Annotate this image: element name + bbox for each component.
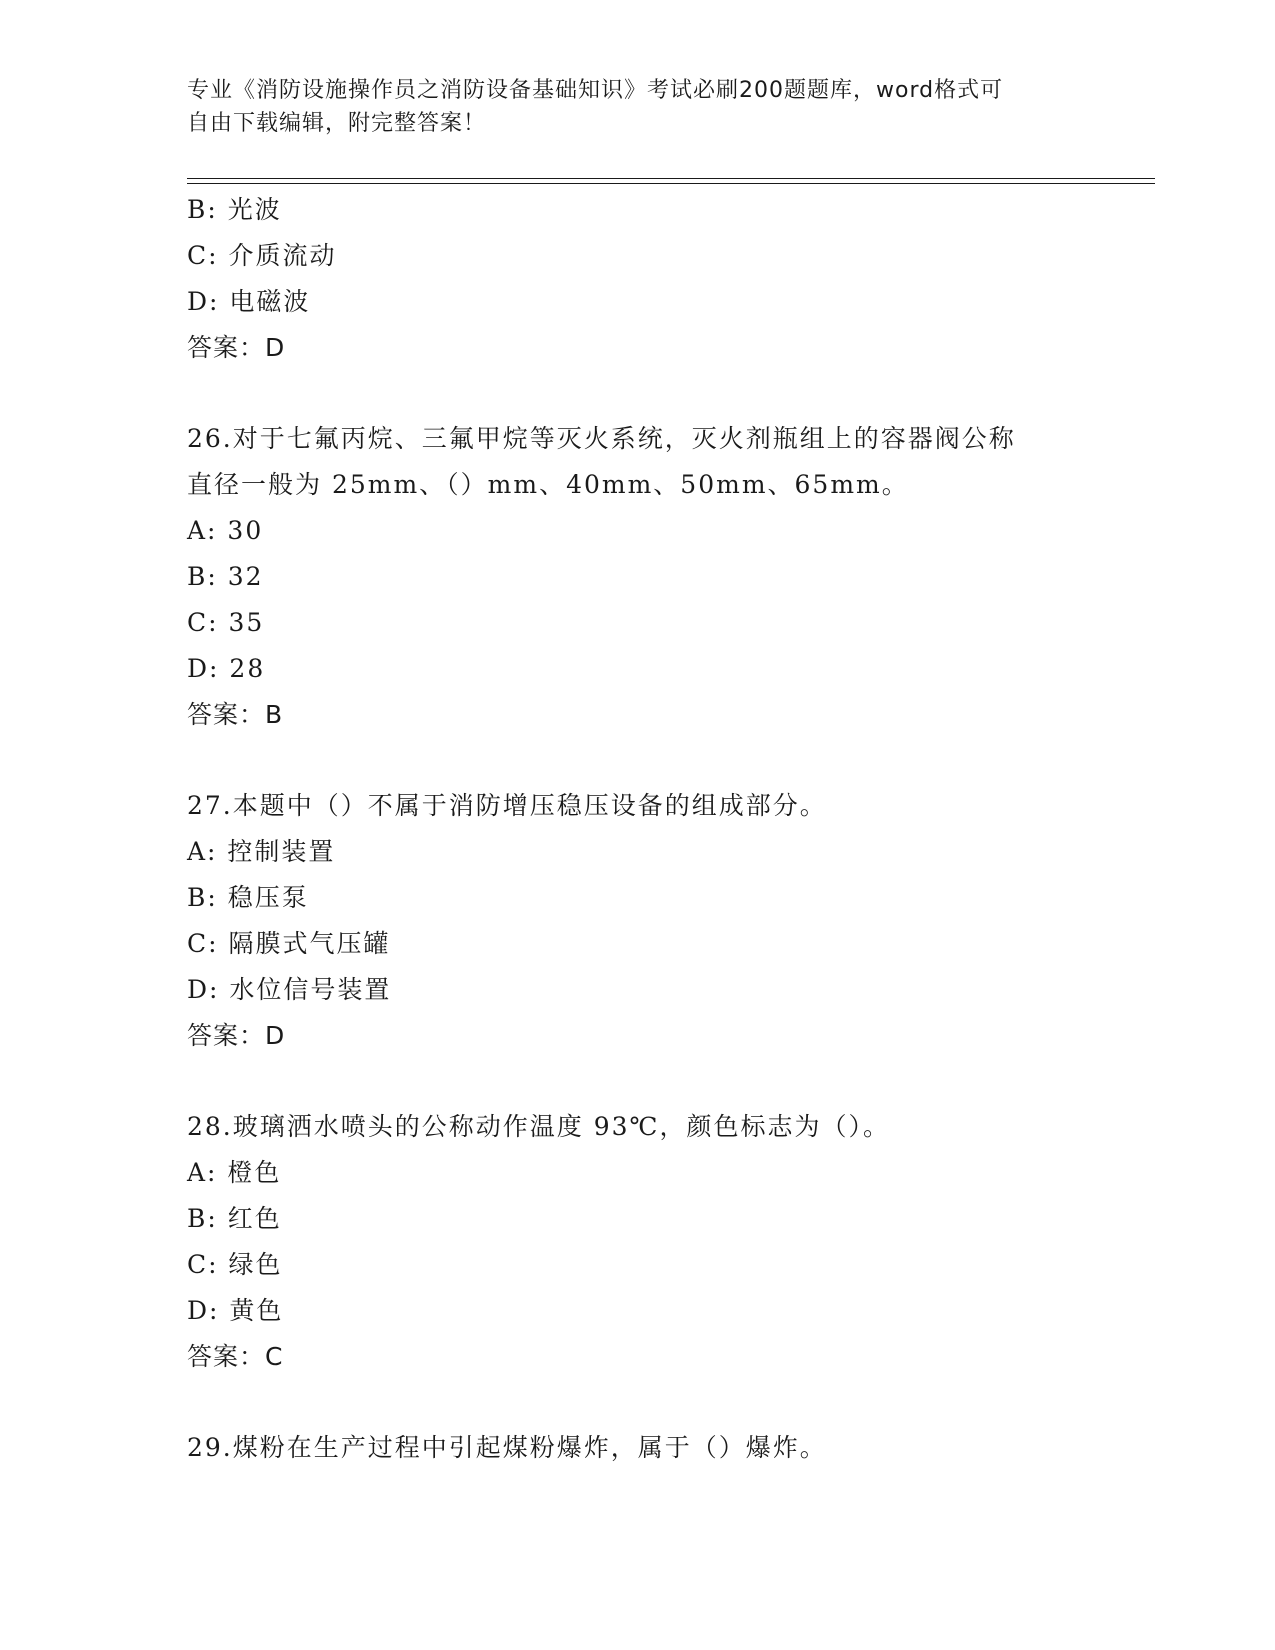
question-29 bbox=[187, 1425, 1087, 1471]
header-rule-top bbox=[187, 178, 1155, 179]
option-b: B: 光波 bbox=[187, 195, 282, 224]
spacer bbox=[187, 371, 1087, 416]
question-25 bbox=[187, 187, 1087, 371]
answer: 答案：D bbox=[187, 333, 286, 362]
question-stem: 28.玻璃洒水喷头的公称动作温度 93℃，颜色标志为（）。 bbox=[187, 1112, 890, 1141]
option-d: D: 黄色 bbox=[187, 1296, 284, 1325]
question-list bbox=[187, 187, 1087, 1471]
option-c: C: 介质流动 bbox=[187, 241, 337, 270]
spacer bbox=[187, 738, 1087, 783]
question-stem: 27.本题中（）不属于消防增压稳压设备的组成部分。 bbox=[187, 791, 827, 820]
option-a: A: 橙色 bbox=[187, 1158, 282, 1187]
header-line-1: 专业《消防设施操作员之消防设备基础知识》考试必刷200题题库，word格式可 bbox=[187, 78, 1004, 103]
header-rule-bottom bbox=[187, 183, 1155, 184]
document-header bbox=[187, 74, 1087, 140]
option-d: D: 水位信号装置 bbox=[187, 975, 392, 1004]
question-stem: 26.对于七氟丙烷、三氟甲烷等灭火系统，灭火剂瓶组上的容器阀公称 bbox=[187, 424, 1016, 453]
question-27 bbox=[187, 783, 1087, 1059]
option-c: C: 35 bbox=[187, 608, 265, 637]
spacer bbox=[187, 1380, 1087, 1425]
spacer bbox=[187, 1059, 1087, 1104]
question-stem-continued: 直径一般为 25mm、（）mm、40mm、50mm、65mm。 bbox=[187, 470, 909, 499]
option-c: C: 隔膜式气压罐 bbox=[187, 929, 391, 958]
question-26 bbox=[187, 416, 1087, 738]
option-c: C: 绿色 bbox=[187, 1250, 283, 1279]
option-b: B: 32 bbox=[187, 562, 264, 591]
option-b: B: 稳压泵 bbox=[187, 883, 309, 912]
answer: 答案：C bbox=[187, 1342, 284, 1371]
question-28 bbox=[187, 1104, 1087, 1380]
option-a: A: 30 bbox=[187, 516, 264, 545]
answer: 答案：B bbox=[187, 700, 284, 729]
option-d: D: 28 bbox=[187, 654, 266, 683]
question-stem: 29.煤粉在生产过程中引起煤粉爆炸，属于（）爆炸。 bbox=[187, 1433, 827, 1462]
option-a: A: 控制装置 bbox=[187, 837, 336, 866]
option-d: D: 电磁波 bbox=[187, 287, 311, 316]
option-b: B: 红色 bbox=[187, 1204, 282, 1233]
header-line-2: 自由下载编辑，附完整答案！ bbox=[187, 111, 487, 136]
answer: 答案：D bbox=[187, 1021, 286, 1050]
